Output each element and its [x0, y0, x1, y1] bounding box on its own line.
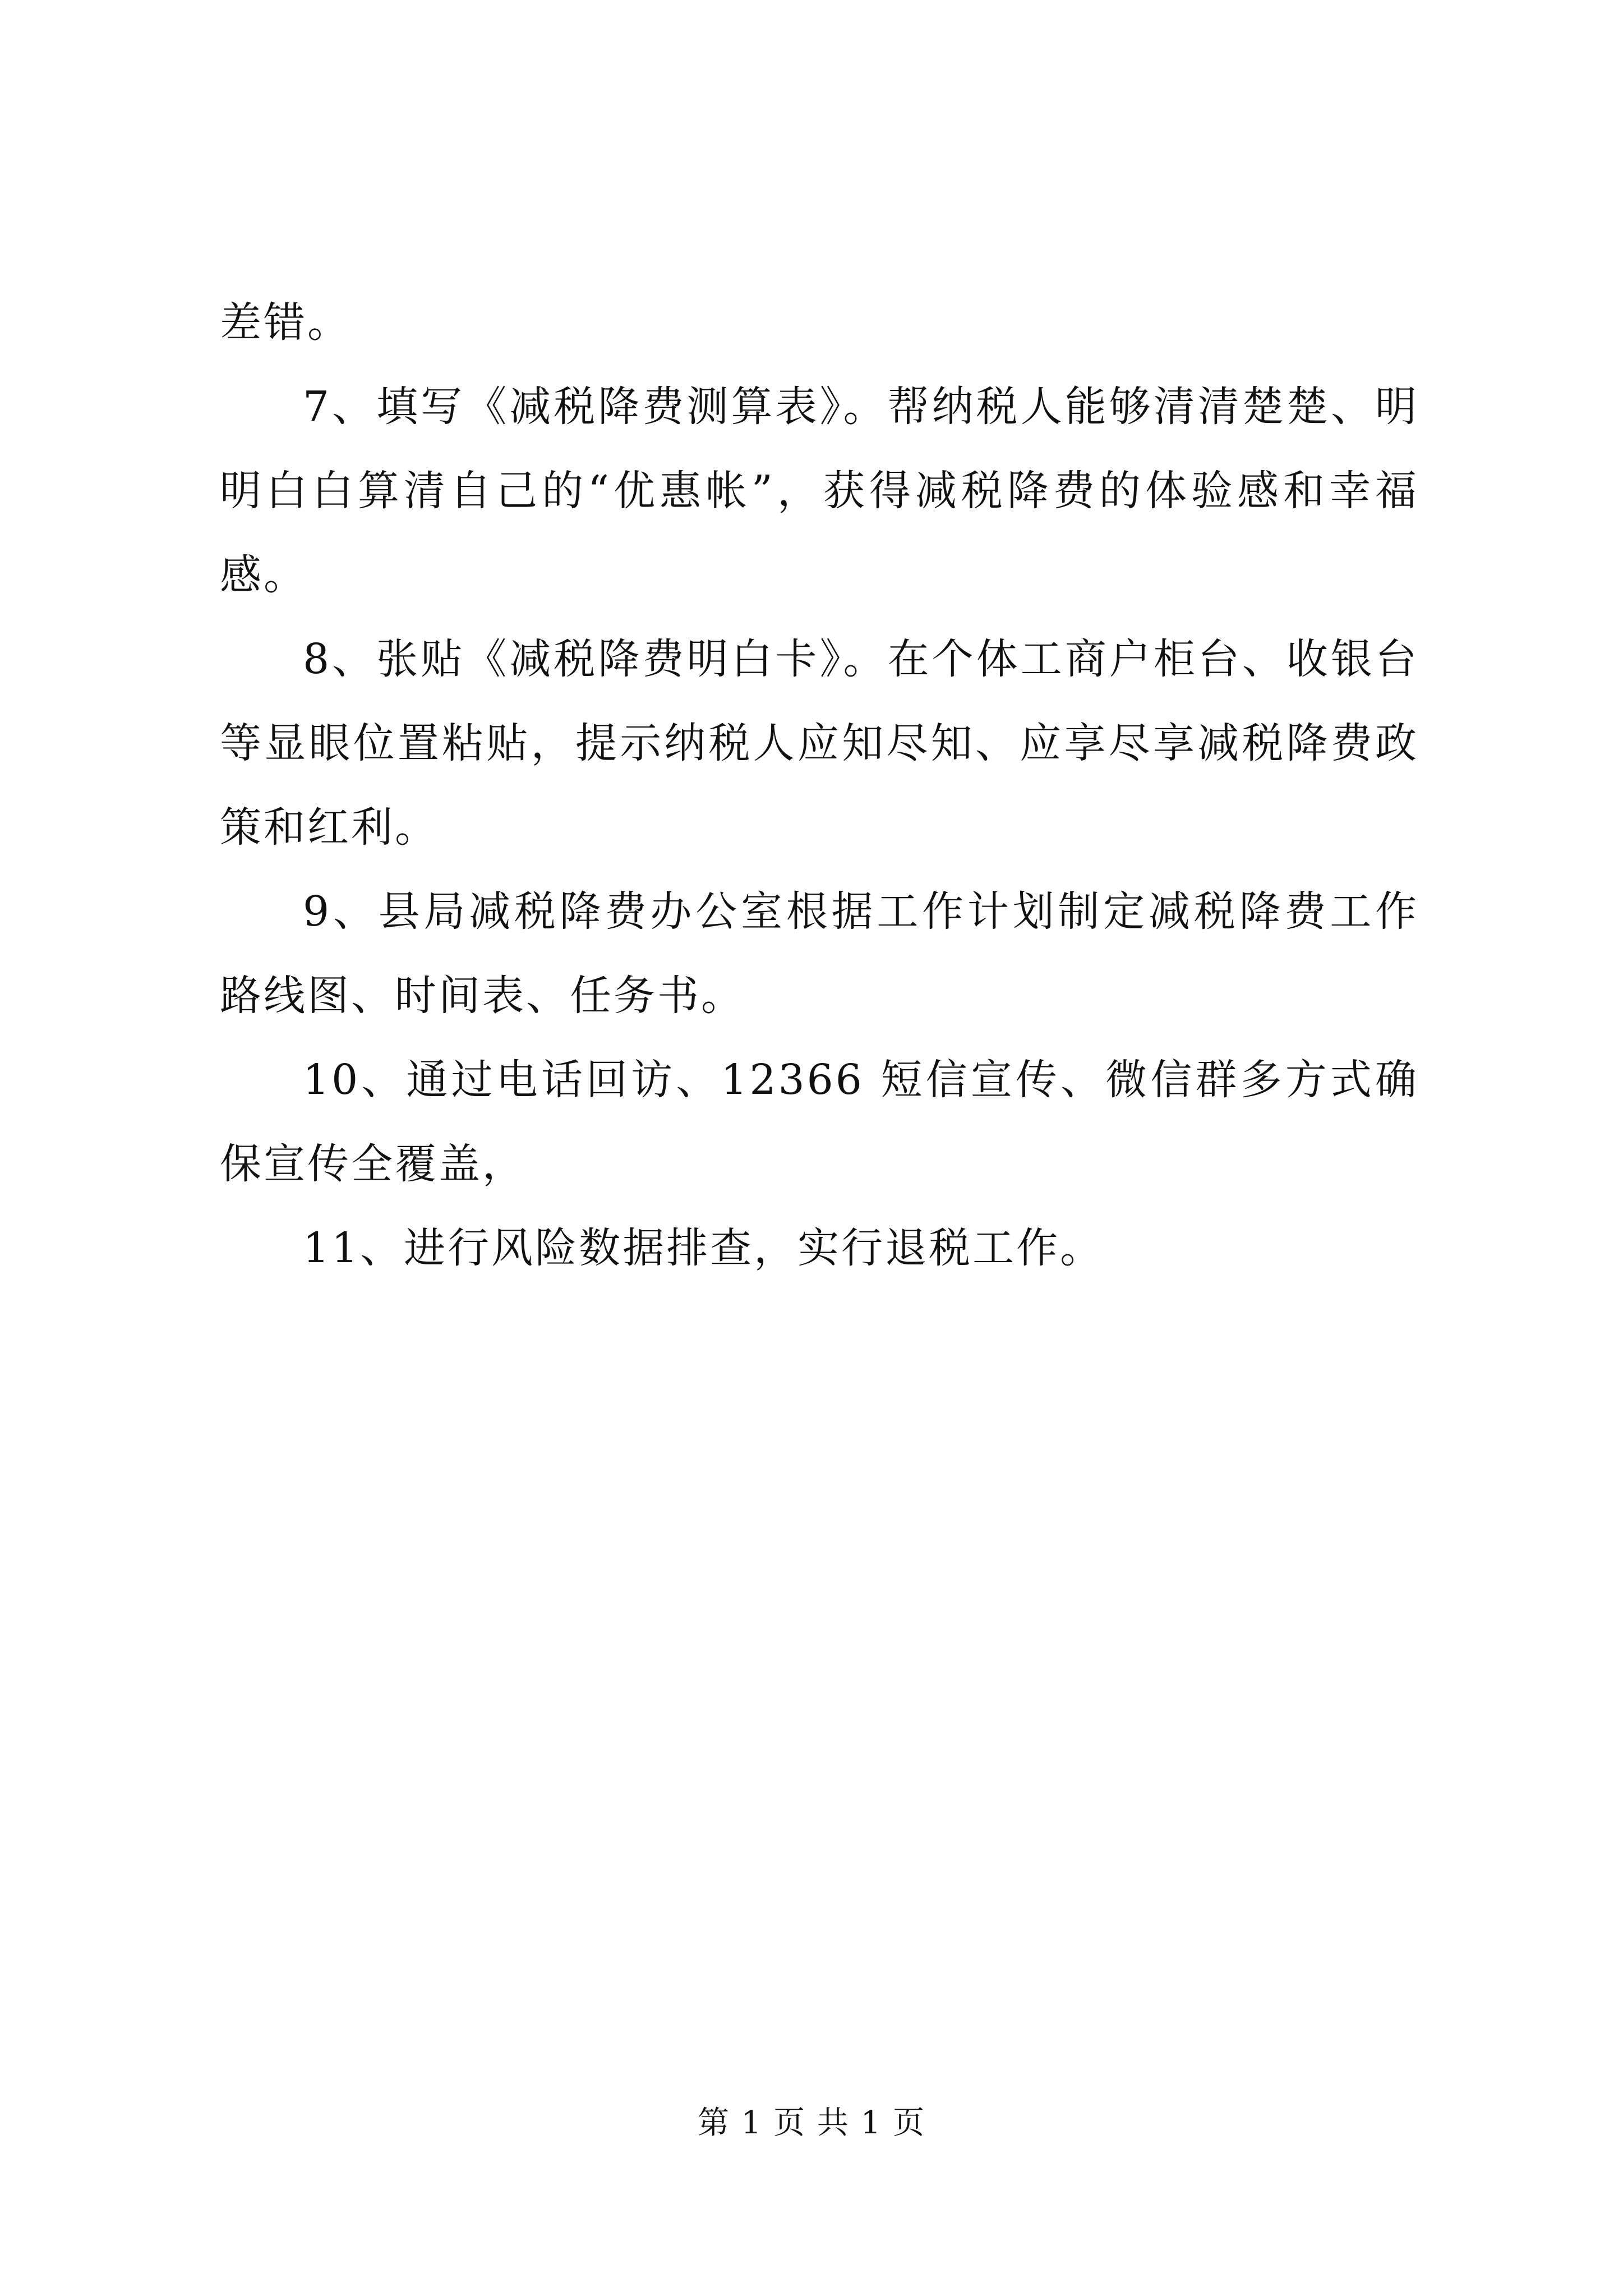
paragraph-item-9: 9、县局减税降费办公室根据工作计划制定减税降费工作路线图、时间表、任务书。 [220, 887, 1419, 1020]
paragraph-item-11: 11、进行风险数据排查，实行退税工作。 [303, 1224, 1104, 1272]
paragraph-item-8: 8、张贴《减税降费明白卡》。在个体工商户柜台、收银台等显眼位置粘贴，提示纳税人应知尽知、应享尽享减税降费政策和红利。 [220, 635, 1419, 852]
document-body [220, 280, 1419, 1290]
paragraph-continuation: 差错。 [220, 298, 351, 347]
paragraph-item-10: 10、通过电话回访、12366 短信宣传、微信群多方式确保宣传全覆盖， [220, 1056, 1419, 1188]
page-number-footer: 第 1 页 共 1 页 [697, 2105, 926, 2141]
paragraph-item-7: 7、填写《减税降费测算表》。帮纳税人能够清清楚楚、明明白白算清自己的“优惠帐”，获得减税降费的体验感和幸福感。 [220, 383, 1419, 599]
